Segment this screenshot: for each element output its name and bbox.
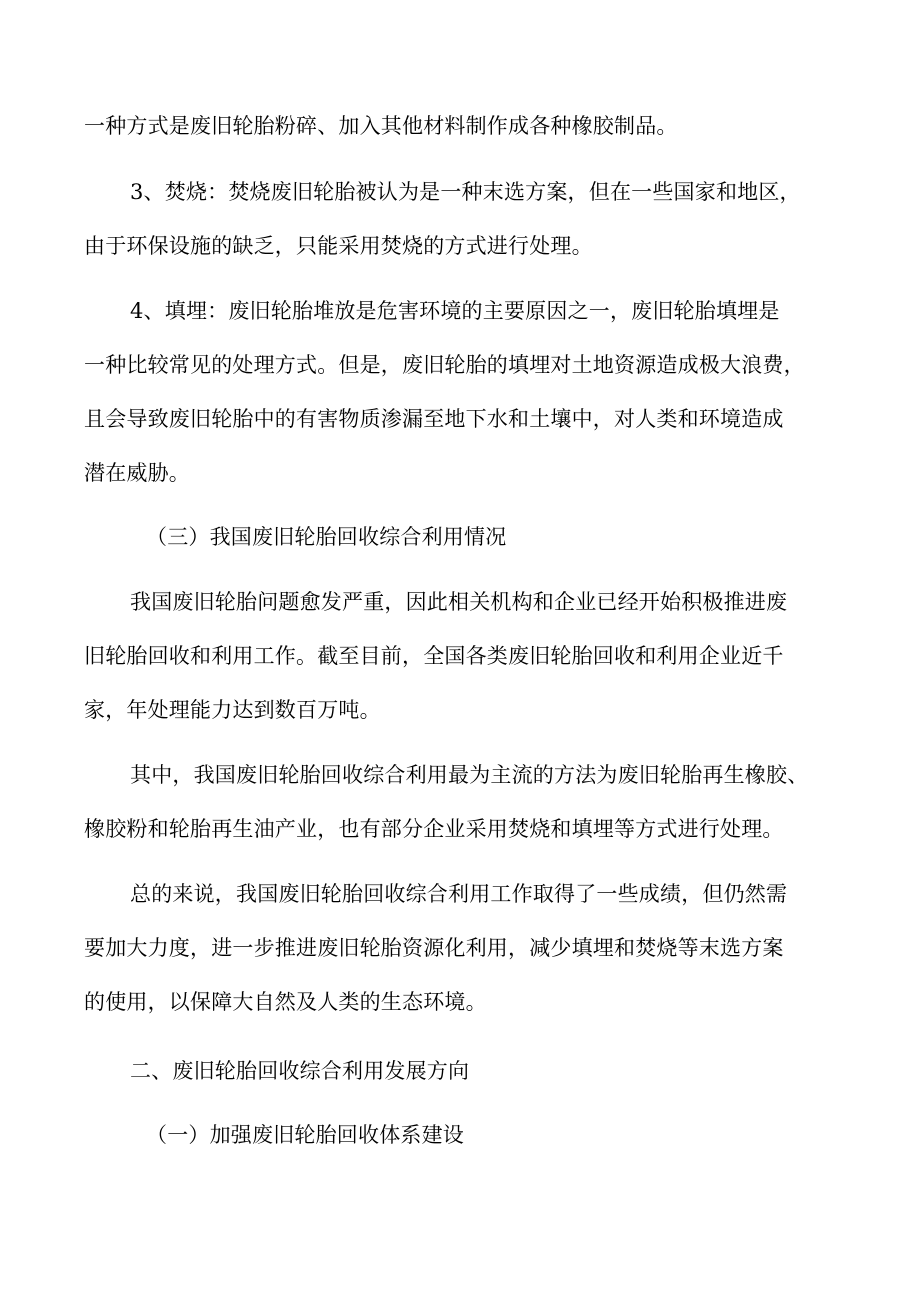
paragraph-line: 一种比较常见的处理方式。但是，废旧轮胎的填埋对土地资源造成极大浪费， [84,353,805,377]
paragraph-line: 4、填埋：废旧轮胎堆放是危害环境的主要原因之一，废旧轮胎填埋是 [130,299,780,323]
paragraph-line: 其中，我国废旧轮胎回收综合利用最为主流的方法为废旧轮胎再生橡胶、 [130,763,809,787]
subsection-heading: （一）加强废旧轮胎回收体系建设 [146,1123,464,1147]
paragraph-line: 总的来说，我国废旧轮胎回收综合利用工作取得了一些成绩，但仍然需 [130,882,788,906]
paragraph-line: 潜在威胁。 [84,461,190,485]
paragraph-line: 一种方式是废旧轮胎粉碎、加入其他材料制作成各种橡胶制品。 [84,114,678,138]
paragraph-line: 我国废旧轮胎问题愈发严重，因此相关机构和企业已经开始积极推进废 [130,590,788,614]
paragraph-line: 3、焚烧：焚烧废旧轮胎被认为是一种末选方案，但在一些国家和地区， [130,180,801,204]
paragraph-line: 由于环保设施的缺乏，只能采用焚烧的方式进行处理。 [84,234,593,258]
section-heading: （三）我国废旧轮胎回收综合利用情况 [146,525,507,549]
paragraph-line: 且会导致废旧轮胎中的有害物质渗漏至地下水和土壤中，对人类和环境造成 [84,407,784,431]
paragraph-line: 家，年处理能力达到数百万吨。 [84,698,381,722]
paragraph-line: 橡胶粉和轮胎再生油产业，也有部分企业采用焚烧和填埋等方式进行处理。 [84,817,784,841]
paragraph-line: 旧轮胎回收和利用工作。截至目前，全国各类废旧轮胎回收和利用企业近千 [84,644,784,668]
chapter-heading: 二、废旧轮胎回收综合利用发展方向 [130,1059,470,1083]
paragraph-line: 的使用，以保障大自然及人类的生态环境。 [84,990,487,1014]
paragraph-line: 要加大力度，进一步推进废旧轮胎资源化利用，减少填埋和焚烧等末选方案 [84,936,784,960]
